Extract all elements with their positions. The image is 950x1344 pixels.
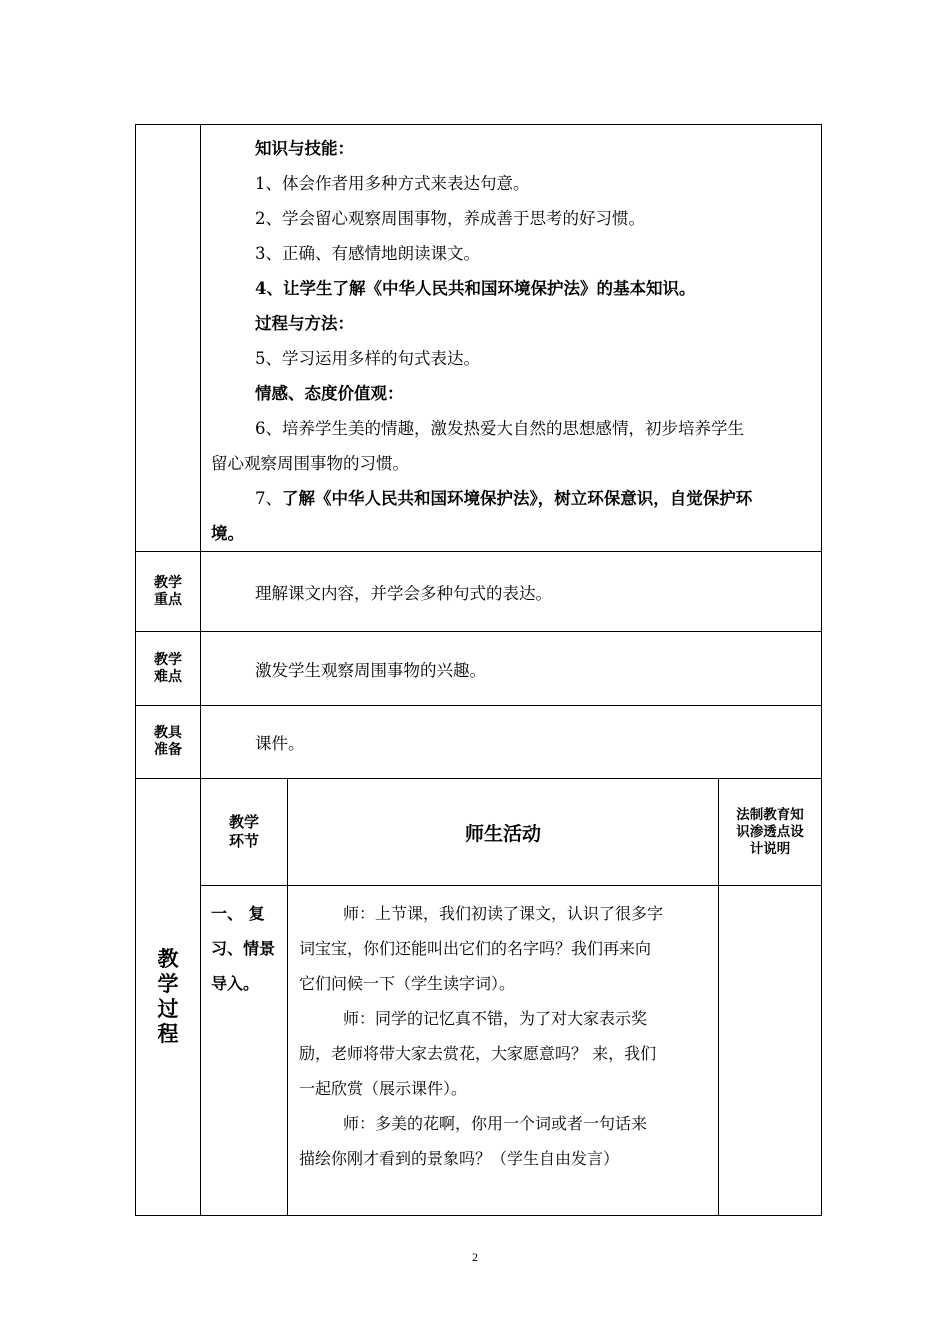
process-label-char-2: 学 (157, 972, 179, 996)
stage-header-line2: 环节 (228, 832, 259, 850)
objectives-row (136, 125, 822, 552)
objective-item-6-line2: 留心观察周围事物的习惯。 (211, 454, 409, 473)
knowledge-heading: 知识与技能： (255, 139, 354, 158)
objective-item-7-bold: 了解《中华人民共和国环境保护法》，树立环保意识，自觉保护环 (282, 489, 753, 508)
process-stage-row (136, 886, 822, 1216)
law-header-line2: 识渗透点设 (736, 823, 804, 840)
activity-line: 它们问候一下（学生读字词）。 (299, 974, 516, 993)
activity-line: 描绘你刚才看到的景象吗？（学生自由发言） (299, 1149, 620, 1168)
activity-header: 师生活动 (288, 779, 719, 886)
key-points-text: 理解课文内容，并学会多种句式的表达。 (201, 552, 822, 632)
stage-1-line3: 导入。 (211, 974, 260, 993)
stage-1-line2: 习、情景 (211, 939, 276, 958)
objective-item-7-line2: 境。 (211, 524, 244, 543)
objective-item-3: 3、正确、有感情地朗读课文。 (255, 244, 480, 263)
lesson-plan-table (135, 124, 822, 1216)
objective-item-4: 4、让学生了解《中华人民共和国环境保护法》的基本知识。 (255, 279, 696, 298)
key-points-row (136, 552, 822, 632)
emotion-heading: 情感、态度价值观： (255, 384, 404, 403)
key-points-label (136, 552, 201, 632)
objective-item-7-line1 (211, 481, 813, 516)
objectives-content (201, 125, 822, 552)
process-header-row (136, 779, 822, 886)
objective-item-7-prefix: 7、 (255, 489, 282, 508)
law-header-line1: 法制教育知 (736, 806, 804, 823)
law-education-header (719, 779, 822, 886)
materials-label-line1: 教具 (154, 725, 182, 741)
activity-line: 师：多美的花啊，你用一个词或者一句话来 (343, 1114, 648, 1133)
objective-item-2: 2、学会留心观察周围事物，养成善于思考的好习惯。 (255, 209, 645, 228)
difficulties-text: 激发学生观察周围事物的兴趣。 (201, 632, 822, 706)
stage-1 (201, 886, 288, 1216)
process-label (136, 779, 201, 1216)
objectives-label-cell (136, 125, 201, 552)
stage-header-line1: 教学 (228, 813, 259, 831)
materials-label (136, 706, 201, 779)
difficulties-label-line1: 教学 (154, 651, 182, 668)
materials-text: 课件。 (201, 706, 822, 779)
difficulties-label-line2: 难点 (154, 668, 182, 685)
activity-1 (288, 886, 719, 1216)
activity-line: 师：同学的记忆真不错，为了对大家表示奖 (343, 1009, 648, 1028)
difficulties-row (136, 632, 822, 706)
process-label-char-4: 程 (157, 1022, 179, 1046)
activity-line: 一起欣赏（展示课件）。 (299, 1079, 468, 1098)
difficulties-label (136, 632, 201, 706)
process-heading: 过程与方法： (255, 314, 354, 333)
stage-header (201, 779, 288, 886)
objective-item-1: 1、体会作者用多种方式来表达句意。 (255, 174, 530, 193)
activity-line: 励，老师将带大家去赏花，大家愿意吗？ 来，我们 (299, 1044, 657, 1063)
materials-label-line2: 准备 (154, 742, 182, 758)
key-points-label-line2: 重点 (154, 591, 182, 608)
stage-1-line1: 一、 复 (211, 904, 265, 923)
activity-line: 词宝宝，你们还能叫出它们的名字吗？我们再来向 (299, 939, 652, 958)
objective-item-6-line1: 6、培养学生美的情趣，激发热爱大自然的思想感情，初步培养学生 (255, 419, 744, 438)
page-number: 2 (472, 1250, 478, 1264)
process-label-char-3: 过 (157, 997, 179, 1021)
law-header-line3: 计说明 (749, 840, 791, 857)
law-education-cell (719, 886, 822, 1216)
materials-row (136, 706, 822, 779)
process-label-char-1: 教 (157, 947, 179, 971)
objective-item-5: 5、学习运用多样的句式表达。 (255, 349, 480, 368)
activity-line: 师：上节课，我们初读了课文，认识了很多字 (343, 904, 664, 923)
key-points-label-line1: 教学 (154, 574, 182, 591)
